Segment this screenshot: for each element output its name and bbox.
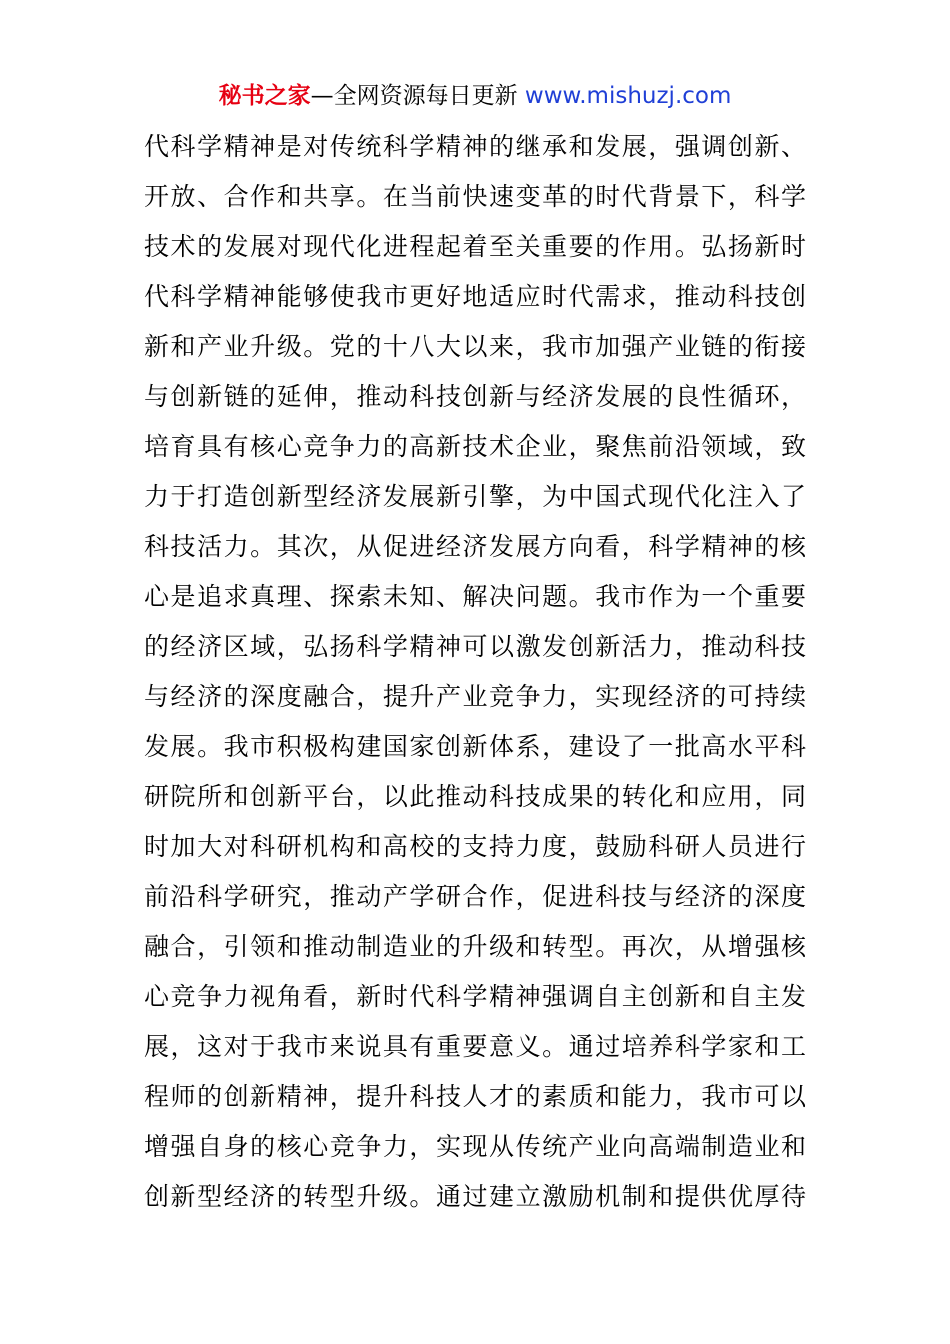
text-line: 科技活力。其次，从促进经济发展方向看，科学精神的核 [144, 532, 806, 561]
text-line: 程师的创新精神，提升科技人才的素质和能力，我市可以 [144, 1082, 806, 1111]
text-line: 的经济区域，弘扬科学精神可以激发创新活力，推动科技 [144, 632, 806, 661]
site-url-link[interactable]: www.mishuzj.com [524, 83, 732, 109]
page-header [0, 80, 950, 112]
text-line: 融合，引领和推动制造业的升级和转型。再次，从增强核 [144, 932, 806, 961]
text-line: 增强自身的核心竞争力，实现从传统产业向高端制造业和 [144, 1132, 806, 1161]
text-line: 发展。我市积极构建国家创新体系，建设了一批高水平科 [144, 732, 806, 761]
text-line: 展，这对于我市来说具有重要意义。通过培养科学家和工 [144, 1032, 806, 1061]
text-line: 前沿科学研究，推动产学研合作，促进科技与经济的深度 [144, 882, 806, 911]
text-line: 心竞争力视角看，新时代科学精神强调自主创新和自主发 [144, 982, 806, 1011]
site-brand: 秘书之家 [218, 83, 311, 109]
text-line: 创新型经济的转型升级。通过建立激励机制和提供优厚待 [144, 1182, 806, 1211]
text-line: 与创新链的延伸，推动科技创新与经济发展的良性循环， [144, 382, 806, 411]
text-line: 心是追求真理、探索未知、解决问题。我市作为一个重要 [144, 582, 806, 611]
site-tagline: —全网资源每日更新 [310, 83, 525, 109]
text-line: 开放、合作和共享。在当前快速变革的时代背景下，科学 [144, 182, 806, 211]
text-line: 培育具有核心竞争力的高新技术企业，聚焦前沿领域，致 [144, 432, 806, 461]
text-line: 时加大对科研机构和高校的支持力度，鼓励科研人员进行 [144, 832, 806, 861]
document-body [144, 122, 824, 1222]
text-line: 研院所和创新平台，以此推动科技成果的转化和应用，同 [144, 782, 806, 811]
text-line: 代科学精神是对传统科学精神的继承和发展，强调创新、 [144, 132, 806, 161]
text-line: 与经济的深度融合，提升产业竞争力，实现经济的可持续 [144, 682, 806, 711]
text-line: 技术的发展对现代化进程起着至关重要的作用。弘扬新时 [144, 232, 806, 261]
text-line: 力于打造创新型经济发展新引擎，为中国式现代化注入了 [144, 482, 806, 511]
text-line: 新和产业升级。党的十八大以来，我市加强产业链的衔接 [144, 332, 806, 361]
text-line: 代科学精神能够使我市更好地适应时代需求，推动科技创 [144, 282, 806, 311]
